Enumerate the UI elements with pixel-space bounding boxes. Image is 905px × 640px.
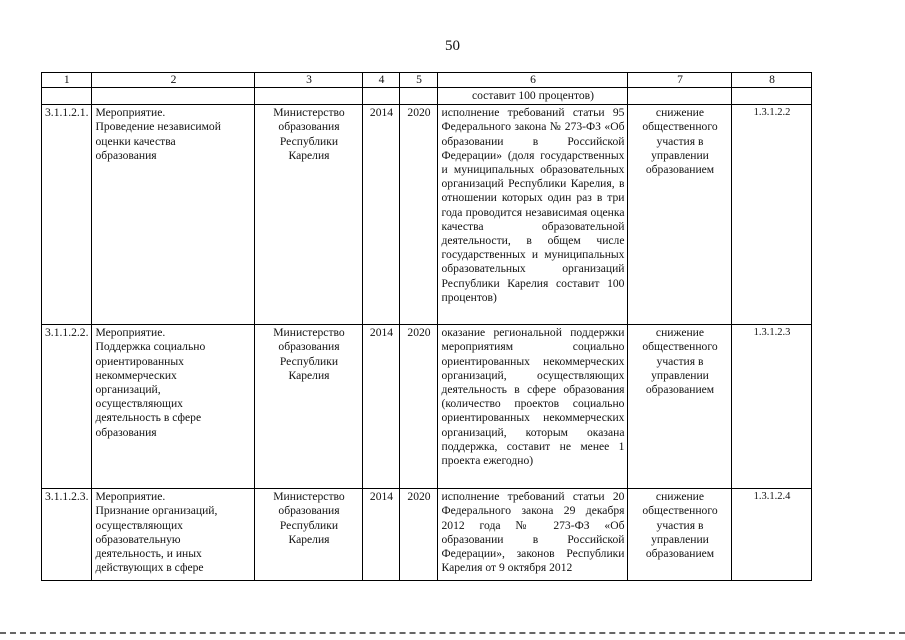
- column-header: 7: [628, 73, 732, 88]
- end-year: 2020: [400, 489, 438, 581]
- column-header: 5: [400, 73, 438, 88]
- end-year: 2020: [400, 325, 438, 489]
- executor-cell: Министерство образования Республики Карелия: [255, 325, 363, 489]
- end-year: 2020: [400, 105, 438, 325]
- start-year: 2014: [363, 489, 400, 581]
- indicator-link: 1.3.1.2.4: [732, 489, 812, 581]
- executor-cell: Министерство образования Республики Карелия: [255, 105, 363, 325]
- column-header: 8: [732, 73, 812, 88]
- indicator-link: 1.3.1.2.2: [732, 105, 812, 325]
- continuation-text: составит 100 процентов): [438, 88, 628, 105]
- start-year: 2014: [363, 105, 400, 325]
- row-number: 3.1.1.2.2.: [42, 325, 92, 489]
- expected-result: исполнение требований статьи 20 Федерального закона 29 декабря 2012 года № 273-ФЗ «Об образовании в Российской Федерации», законов Республики Карелия от 9 октября 2012: [438, 489, 628, 581]
- row-number: 3.1.1.2.1.: [42, 105, 92, 325]
- table-row: [42, 489, 812, 581]
- event-cell: Мероприятие. Проведение независимой оценки качества образования: [92, 105, 255, 325]
- expected-result: оказание региональной поддержки мероприятиям социально ориентированных некоммерческих организаций, осуществляющих деятельность в сфере образования (количество проектов социально ориентированных некоммерческих организаций, которым оказана поддержка, составит не менее 1 проекта ежегодно): [438, 325, 628, 489]
- column-header: 4: [363, 73, 400, 88]
- column-header: 1: [42, 73, 92, 88]
- table-row: [42, 105, 812, 325]
- page-bottom-divider: [0, 632, 905, 634]
- continuation-row: [42, 88, 812, 105]
- risk-cell: снижение общественного участия в управлении образованием: [628, 325, 732, 489]
- column-header: 2: [92, 73, 255, 88]
- start-year: 2014: [363, 325, 400, 489]
- page-number: 50: [445, 38, 460, 54]
- program-activities-table: [41, 72, 812, 581]
- table-row: [42, 325, 812, 489]
- column-header-row: [42, 73, 812, 88]
- executor-cell: Министерство образования Республики Карелия: [255, 489, 363, 581]
- column-header: 6: [438, 73, 628, 88]
- risk-cell: снижение общественного участия в управлении образованием: [628, 489, 732, 581]
- event-cell: Мероприятие. Поддержка социально ориентированных некоммерческих организаций, осуществляющих деятельность в сфере образования: [92, 325, 255, 489]
- expected-result: исполнение требований статьи 95 Федерального закона № 273-ФЗ «Об образовании в Российской Федерации» (доля государственных и муниципальных образовательных организаций Республики Карелия, в отношении которых один раз в три года проводится независимая оценка качества образовательной деятельности, в общем числе государственных и муниципальных образовательных организаций Республики Карелия составит 100 процентов): [438, 105, 628, 325]
- column-header: 3: [255, 73, 363, 88]
- row-number: 3.1.1.2.3.: [42, 489, 92, 581]
- risk-cell: снижение общественного участия в управлении образованием: [628, 105, 732, 325]
- event-cell: Мероприятие. Признание организаций, осуществляющих образовательную деятельность, и иных действующих в сфере: [92, 489, 255, 581]
- indicator-link: 1.3.1.2.3: [732, 325, 812, 489]
